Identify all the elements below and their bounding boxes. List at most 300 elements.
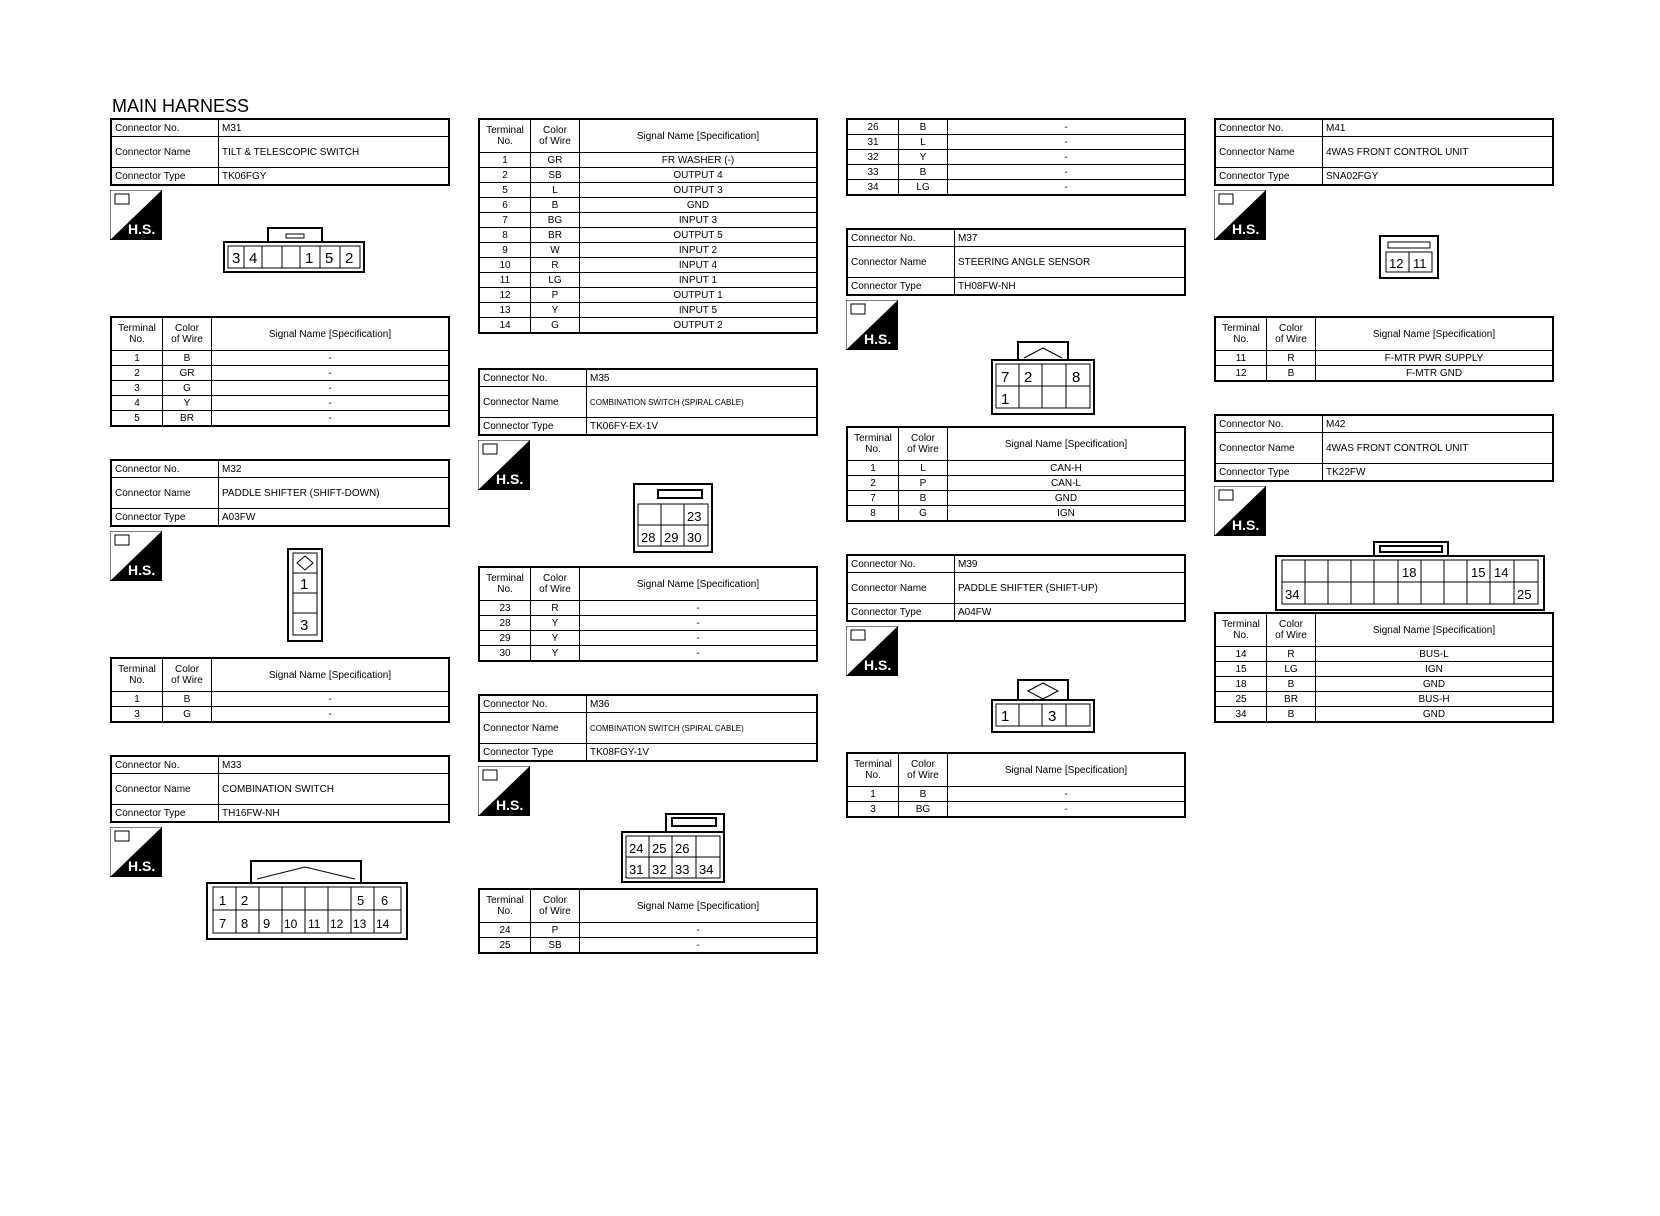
pin-label: 23: [687, 509, 702, 524]
table-cell: Color of Wire: [899, 753, 948, 787]
connector-no-value: M31: [219, 119, 450, 137]
connector-name-label: Connector Name: [479, 387, 587, 418]
table-cell: 5: [479, 183, 531, 198]
connector-diagram-area-m37: [846, 296, 1186, 426]
table-cell: Signal Name [Specification]: [580, 889, 818, 923]
table-cell: -: [580, 601, 818, 616]
connector-type-label: Connector Type: [111, 509, 219, 527]
signal-table-m37: [846, 426, 1186, 522]
connector-diagram-area-m35: [478, 436, 818, 566]
table-cell: 3: [111, 707, 163, 723]
column-4: [1214, 118, 1554, 723]
pin-label: 9: [263, 916, 271, 931]
table-cell: 15: [1215, 662, 1267, 677]
table-cell: 6: [479, 198, 531, 213]
table-row: [111, 460, 449, 478]
table-cell: Signal Name [Specification]: [212, 658, 450, 692]
table-row: [479, 273, 817, 288]
table-cell: G: [531, 318, 580, 334]
signal-table-m35: [478, 566, 818, 662]
table-cell: L: [899, 135, 948, 150]
table-row: [111, 119, 449, 137]
connector-type-value: TK06FY-EX-1V: [587, 418, 818, 436]
table-cell: 24: [479, 923, 531, 938]
table-cell: -: [580, 616, 818, 631]
pin-label: 7: [1001, 369, 1010, 386]
table-cell: L: [531, 183, 580, 198]
table-cell: IGN: [1316, 662, 1554, 677]
table-cell: 33: [847, 165, 899, 180]
table-row: [479, 889, 817, 923]
column-3: [846, 118, 1186, 818]
harness-side-icon: [110, 531, 162, 581]
table-row: [479, 713, 817, 744]
table-cell: OUTPUT 2: [580, 318, 818, 334]
table-row: [847, 229, 1185, 247]
table-cell: BG: [899, 802, 948, 818]
table-cell: P: [531, 288, 580, 303]
connector-no-label: Connector No.: [111, 119, 219, 137]
table-row: [847, 476, 1185, 491]
pin-label: 2: [345, 250, 354, 267]
connector-type-label: Connector Type: [847, 278, 955, 296]
connector-name-value: TILT & TELESCOPIC SWITCH: [219, 137, 450, 168]
table-row: [111, 658, 449, 692]
pin-label: 25: [1517, 587, 1532, 602]
table-cell: 32: [847, 150, 899, 165]
table-row: [111, 351, 449, 366]
pin-label: 3: [232, 250, 241, 267]
connector-name-label: Connector Name: [111, 478, 219, 509]
table-cell: Signal Name [Specification]: [580, 567, 818, 601]
table-cell: 8: [479, 228, 531, 243]
table-row: [479, 387, 817, 418]
harness-side-icon: [110, 190, 162, 240]
table-row: [479, 183, 817, 198]
harness-side-icon: [478, 766, 530, 816]
connector-no-label: Connector No.: [1215, 415, 1323, 433]
table-cell: Signal Name [Specification]: [1316, 317, 1554, 351]
table-cell: 9: [479, 243, 531, 258]
table-cell: GND: [580, 198, 818, 213]
connector-name-value: COMBINATION SWITCH (SPIRAL CABLE): [587, 387, 818, 418]
pin-label: 1: [1001, 391, 1010, 408]
column-1: [110, 118, 450, 953]
pin-label: 11: [1413, 256, 1427, 271]
table-cell: -: [212, 692, 450, 707]
table-cell: G: [163, 381, 212, 396]
connector-face-m39: [990, 678, 1096, 734]
table-cell: 11: [479, 273, 531, 288]
connector-type-label: Connector Type: [479, 744, 587, 762]
table-row: [479, 923, 817, 938]
table-cell: B: [531, 198, 580, 213]
table-cell: 7: [847, 491, 899, 506]
table-cell: G: [899, 506, 948, 522]
table-cell: INPUT 2: [580, 243, 818, 258]
connector-info-m32: [110, 459, 450, 527]
connector-type-value: TH08FW-NH: [955, 278, 1186, 296]
pin-label: 4: [249, 250, 258, 267]
table-row: [847, 787, 1185, 802]
connector-diagram-area-m42: [1214, 482, 1554, 612]
table-cell: -: [948, 150, 1186, 165]
connector-name-value: STEERING ANGLE SENSOR: [955, 247, 1186, 278]
connector-no-label: Connector No.: [479, 695, 587, 713]
table-cell: Y: [531, 631, 580, 646]
table-cell: Terminal No.: [479, 567, 531, 601]
table-cell: Color of Wire: [899, 427, 948, 461]
connector-name-label: Connector Name: [1215, 433, 1323, 464]
table-cell: 1: [479, 153, 531, 168]
table-row: [479, 258, 817, 273]
table-row: [479, 318, 817, 334]
signal-table-m34: [478, 118, 818, 334]
table-cell: BUS-L: [1316, 647, 1554, 662]
table-cell: GR: [531, 153, 580, 168]
table-cell: B: [1267, 707, 1316, 723]
table-row: [1215, 137, 1553, 168]
table-cell: B: [899, 165, 948, 180]
table-cell: 5: [111, 411, 163, 427]
table-cell: Color of Wire: [1267, 613, 1316, 647]
table-row: [111, 396, 449, 411]
table-row: [1215, 415, 1553, 433]
table-row: [479, 567, 817, 601]
table-cell: R: [1267, 647, 1316, 662]
hs-label: H.S.: [128, 858, 156, 874]
table-cell: B: [899, 491, 948, 506]
table-cell: -: [212, 707, 450, 723]
pin-label: 7: [219, 916, 227, 931]
connector-type-label: Connector Type: [847, 604, 955, 622]
connector-diagram-area-m36: [478, 762, 818, 888]
connector-no-label: Connector No.: [847, 555, 955, 573]
table-cell: R: [531, 258, 580, 273]
connector-face-m33: [205, 859, 409, 941]
connector-diagram-area-m41: [1214, 186, 1554, 316]
table-cell: Y: [899, 150, 948, 165]
table-cell: Terminal No.: [1215, 613, 1267, 647]
connector-face-m36: [620, 812, 726, 884]
table-row: [479, 616, 817, 631]
table-cell: Terminal No.: [111, 658, 163, 692]
table-cell: -: [580, 938, 818, 954]
pin-label: 12: [330, 917, 344, 931]
table-row: [1215, 613, 1553, 647]
pin-label: 5: [357, 893, 365, 908]
table-cell: CAN-H: [948, 461, 1186, 476]
signal-table-m32: [110, 657, 450, 723]
pin-label: 3: [300, 617, 309, 634]
table-cell: LG: [1267, 662, 1316, 677]
table-row: [111, 137, 449, 168]
table-cell: Terminal No.: [847, 753, 899, 787]
column-2: [478, 118, 818, 954]
table-cell: Color of Wire: [163, 658, 212, 692]
table-cell: F-MTR GND: [1316, 366, 1554, 382]
table-cell: G: [163, 707, 212, 723]
pin-label: 33: [675, 862, 690, 877]
connector-no-label: Connector No.: [847, 229, 955, 247]
table-row: [1215, 707, 1553, 723]
table-row: [1215, 168, 1553, 186]
table-cell: B: [163, 351, 212, 366]
table-row: [479, 601, 817, 616]
table-cell: 12: [479, 288, 531, 303]
table-cell: -: [212, 381, 450, 396]
pin-label: 26: [675, 841, 690, 856]
pin-label: 8: [241, 916, 249, 931]
table-cell: 23: [479, 601, 531, 616]
connector-no-value: M42: [1323, 415, 1554, 433]
connector-name-label: Connector Name: [479, 713, 587, 744]
table-row: [111, 366, 449, 381]
table-row: [1215, 662, 1553, 677]
pin-label: 3: [1048, 708, 1057, 725]
table-row: [847, 461, 1185, 476]
table-cell: INPUT 4: [580, 258, 818, 273]
table-row: [479, 213, 817, 228]
table-cell: Signal Name [Specification]: [948, 753, 1186, 787]
table-row: [847, 427, 1185, 461]
connector-info-m39: [846, 554, 1186, 622]
table-cell: 12: [1215, 366, 1267, 382]
table-cell: 30: [479, 646, 531, 662]
table-cell: 1: [847, 461, 899, 476]
pin-label: 2: [1024, 369, 1033, 386]
table-row: [479, 119, 817, 153]
table-row: [111, 168, 449, 186]
table-row: [111, 707, 449, 723]
table-cell: Terminal No.: [479, 889, 531, 923]
table-cell: Signal Name [Specification]: [1316, 613, 1554, 647]
table-row: [847, 555, 1185, 573]
table-row: [847, 180, 1185, 196]
connector-name-value: COMBINATION SWITCH: [219, 774, 450, 805]
pin-label: 2: [241, 893, 249, 908]
table-cell: -: [948, 180, 1186, 196]
connector-info-m37: [846, 228, 1186, 296]
signal-table-m36: [478, 888, 818, 954]
harness-side-icon: [846, 626, 898, 676]
pin-label: 34: [699, 862, 714, 877]
connector-name-label: Connector Name: [111, 774, 219, 805]
table-row: [847, 573, 1185, 604]
connector-face-m37: [990, 340, 1096, 416]
table-cell: 31: [847, 135, 899, 150]
table-cell: 25: [479, 938, 531, 954]
table-row: [1215, 692, 1553, 707]
table-cell: R: [1267, 351, 1316, 366]
table-row: [479, 631, 817, 646]
table-cell: 2: [111, 366, 163, 381]
table-cell: 4: [111, 396, 163, 411]
hs-label: H.S.: [496, 797, 524, 813]
connector-type-label: Connector Type: [111, 805, 219, 823]
table-cell: INPUT 1: [580, 273, 818, 288]
table-cell: F-MTR PWR SUPPLY: [1316, 351, 1554, 366]
connector-type-value: TK06FGY: [219, 168, 450, 186]
pin-label: 10: [284, 917, 298, 931]
pin-label: 1: [300, 576, 309, 593]
table-cell: OUTPUT 3: [580, 183, 818, 198]
connector-name-value: PADDLE SHIFTER (SHIFT-DOWN): [219, 478, 450, 509]
connector-no-label: Connector No.: [479, 369, 587, 387]
table-cell: 34: [847, 180, 899, 196]
page-title: MAIN HARNESS: [112, 96, 250, 116]
connector-face-m35: [632, 482, 714, 554]
table-cell: Color of Wire: [531, 889, 580, 923]
connector-info-m33: [110, 755, 450, 823]
table-row: [847, 802, 1185, 818]
table-row: [1215, 366, 1553, 382]
table-cell: 7: [479, 213, 531, 228]
pin-label: 18: [1402, 565, 1417, 580]
pin-label: 34: [1285, 587, 1300, 602]
table-row: [111, 774, 449, 805]
table-cell: -: [948, 802, 1186, 818]
connector-type-label: Connector Type: [1215, 168, 1323, 186]
table-row: [847, 491, 1185, 506]
table-row: [1215, 647, 1553, 662]
table-cell: R: [531, 601, 580, 616]
connector-name-label: Connector Name: [111, 137, 219, 168]
table-row: [111, 756, 449, 774]
hs-label: H.S.: [496, 471, 524, 487]
table-cell: 28: [479, 616, 531, 631]
connector-diagram-area-m31: [110, 186, 450, 316]
table-cell: 3: [111, 381, 163, 396]
table-row: [1215, 677, 1553, 692]
table-row: [1215, 464, 1553, 482]
pin-label: 29: [664, 530, 679, 545]
connector-no-value: M37: [955, 229, 1186, 247]
connector-name-value: 4WAS FRONT CONTROL UNIT: [1323, 137, 1554, 168]
pin-label: 1: [1001, 708, 1010, 725]
table-cell: Color of Wire: [531, 567, 580, 601]
pin-label: 6: [381, 893, 389, 908]
table-cell: L: [899, 461, 948, 476]
connector-info-m42: [1214, 414, 1554, 482]
table-cell: OUTPUT 5: [580, 228, 818, 243]
connector-diagram-area-m33: [110, 823, 450, 953]
table-row: [479, 198, 817, 213]
table-row: [479, 168, 817, 183]
table-cell: 2: [847, 476, 899, 491]
table-cell: INPUT 3: [580, 213, 818, 228]
table-row: [111, 381, 449, 396]
table-row: [111, 509, 449, 527]
connector-info-m35: [478, 368, 818, 436]
pin-label: 31: [629, 862, 644, 877]
connector-type-label: Connector Type: [479, 418, 587, 436]
harness-side-icon: [1214, 190, 1266, 240]
table-cell: B: [899, 787, 948, 802]
connector-name-value: COMBINATION SWITCH (SPIRAL CABLE): [587, 713, 818, 744]
table-cell: Terminal No.: [1215, 317, 1267, 351]
table-row: [847, 119, 1185, 135]
connector-name-value: PADDLE SHIFTER (SHIFT-UP): [955, 573, 1186, 604]
table-cell: B: [1267, 366, 1316, 382]
table-cell: 2: [479, 168, 531, 183]
table-cell: 1: [111, 692, 163, 707]
signal-header: Signal Name [Specification]: [212, 317, 450, 351]
table-row: [479, 303, 817, 318]
table-row: [111, 805, 449, 823]
connector-type-label: Connector Type: [1215, 464, 1323, 482]
hs-label: H.S.: [1232, 517, 1260, 533]
connector-type-value: TH16FW-NH: [219, 805, 450, 823]
table-row: [847, 165, 1185, 180]
table-cell: FR WASHER (-): [580, 153, 818, 168]
table-cell: 34: [1215, 707, 1267, 723]
connector-no-value: M33: [219, 756, 450, 774]
harness-side-icon: [846, 300, 898, 350]
table-cell: 29: [479, 631, 531, 646]
pin-label: 13: [353, 917, 367, 931]
connector-type-value: SNA02FGY: [1323, 168, 1554, 186]
table-cell: -: [580, 646, 818, 662]
table-cell: Y: [531, 303, 580, 318]
hs-label: H.S.: [1232, 221, 1260, 237]
pin-label: 28: [641, 530, 656, 545]
table-cell: -: [948, 119, 1186, 135]
table-cell: 25: [1215, 692, 1267, 707]
signal-table-m41: [1214, 316, 1554, 382]
connector-no-value: M39: [955, 555, 1186, 573]
table-cell: 3: [847, 802, 899, 818]
connector-info-m41: [1214, 118, 1554, 186]
terminal-header: Terminal No.: [111, 317, 163, 351]
table-cell: Signal Name [Specification]: [580, 119, 818, 153]
table-cell: GND: [948, 491, 1186, 506]
table-cell: GND: [1316, 707, 1554, 723]
table-cell: 10: [479, 258, 531, 273]
table-cell: -: [580, 923, 818, 938]
hs-label: H.S.: [864, 657, 892, 673]
table-cell: -: [212, 366, 450, 381]
table-cell: Color of Wire: [1267, 317, 1316, 351]
connector-name-label: Connector Name: [847, 573, 955, 604]
table-row: [479, 646, 817, 662]
signal-table-m36-continued: [846, 118, 1186, 196]
connector-name-label: Connector Name: [847, 247, 955, 278]
table-row: [1215, 317, 1553, 351]
table-row: [111, 411, 449, 427]
table-cell: B: [163, 692, 212, 707]
signal-table-m31: [110, 316, 450, 427]
table-cell: GND: [1316, 677, 1554, 692]
table-row: [847, 753, 1185, 787]
table-cell: -: [948, 787, 1186, 802]
connector-no-value: M32: [219, 460, 450, 478]
hs-label: H.S.: [128, 562, 156, 578]
table-row: [847, 135, 1185, 150]
table-cell: LG: [899, 180, 948, 196]
table-cell: B: [1267, 677, 1316, 692]
connector-info-m36: [478, 694, 818, 762]
table-row: [479, 695, 817, 713]
table-cell: Terminal No.: [479, 119, 531, 153]
table-cell: IGN: [948, 506, 1186, 522]
table-row: [847, 506, 1185, 522]
connector-face-m41: [1378, 234, 1440, 280]
hs-label: H.S.: [128, 221, 156, 237]
signal-table-m39: [846, 752, 1186, 818]
table-row: [111, 478, 449, 509]
connector-type-label: Connector Type: [111, 168, 219, 186]
